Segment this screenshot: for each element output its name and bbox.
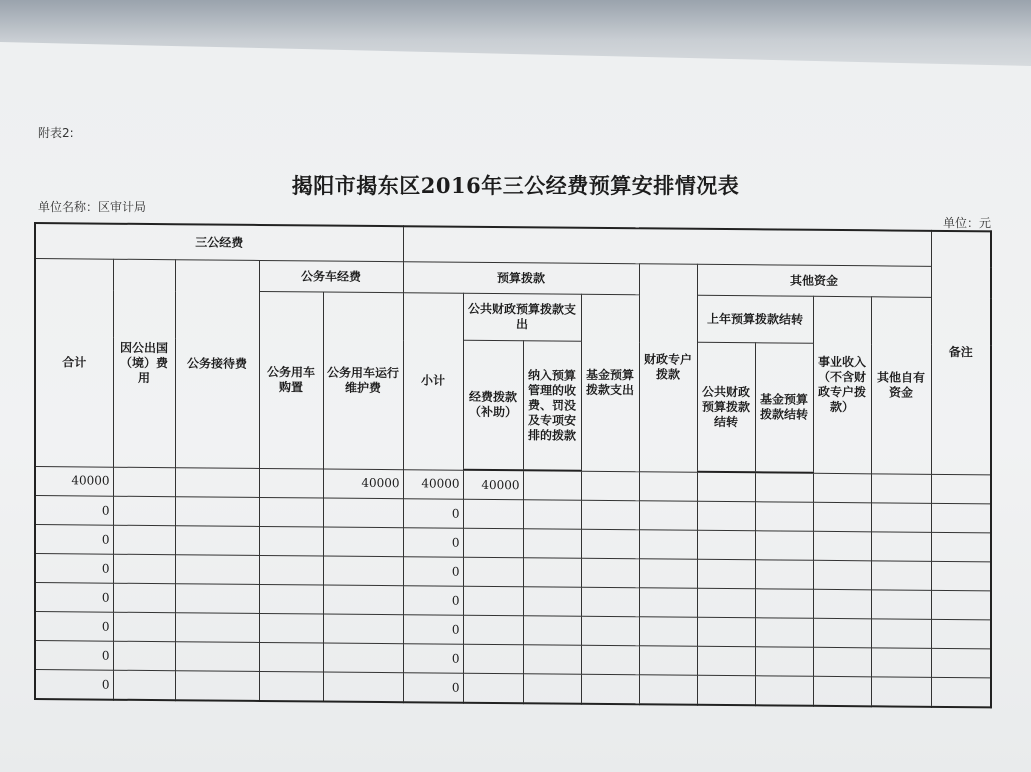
table-cell	[323, 498, 403, 528]
table-cell	[697, 472, 755, 502]
table-cell	[323, 614, 403, 644]
header-shangnian: 上年预算拨款结转	[697, 295, 813, 343]
table-cell	[175, 671, 259, 701]
table-cell	[323, 527, 403, 557]
table-cell	[113, 496, 175, 526]
table-cell	[639, 559, 697, 589]
table-cell: 0	[403, 499, 463, 529]
table-cell	[523, 500, 581, 530]
table-cell: 0	[35, 612, 113, 642]
table-cell	[259, 526, 323, 556]
header-yingong: 因公出国（境）费用	[113, 259, 175, 467]
header-yusuan: 预算拨款	[403, 262, 639, 295]
document-title: 揭阳市揭东区2016年三公经费预算安排情况表	[291, 173, 740, 198]
table-cell	[259, 671, 323, 701]
table-cell	[523, 616, 581, 646]
appendix-note: 附表2:	[38, 126, 74, 140]
table-cell: 40000	[403, 469, 463, 499]
table-cell	[755, 472, 813, 502]
table-cell	[931, 590, 991, 620]
table-cell	[523, 587, 581, 617]
table-cell	[113, 612, 175, 642]
table-cell	[523, 645, 581, 675]
table-cell	[175, 642, 259, 672]
header-sangong: 三公经费	[35, 223, 403, 262]
table-cell	[813, 502, 871, 532]
table-cell	[755, 560, 813, 590]
table-cell	[259, 468, 323, 498]
table-cell	[931, 619, 991, 649]
table-cell	[523, 529, 581, 559]
table-cell	[697, 617, 755, 647]
table-cell	[175, 467, 259, 497]
table-cell	[639, 501, 697, 531]
table-cell	[871, 532, 931, 562]
table-cell	[581, 471, 639, 501]
table-cell	[697, 675, 755, 705]
table-cell	[523, 558, 581, 588]
unit-name-label: 单位名称：区审计局	[38, 200, 147, 214]
table-cell: 40000	[463, 470, 523, 500]
table-cell	[175, 497, 259, 527]
table-cell: 40000	[35, 466, 113, 496]
table-cell: 0	[403, 615, 463, 645]
table-cell	[931, 532, 991, 562]
table-cell	[871, 619, 931, 649]
table-cell	[871, 677, 931, 707]
table-cell	[755, 676, 813, 706]
table-cell: 0	[403, 644, 463, 674]
table-cell	[871, 561, 931, 591]
header-gonggong: 公共财政预算拨款支出	[463, 293, 581, 341]
table-cell	[639, 617, 697, 647]
table-cell	[463, 615, 523, 645]
data-rows	[35, 466, 991, 707]
table-cell	[697, 646, 755, 676]
table-cell	[463, 557, 523, 587]
currency-unit-label: 单位：元	[942, 216, 991, 230]
table-cell	[259, 642, 323, 672]
table-cell	[697, 501, 755, 531]
table-cell: 0	[35, 496, 113, 526]
table-cell	[463, 586, 523, 616]
budget-table-wrapper	[34, 222, 992, 708]
table-cell	[175, 555, 259, 585]
table-cell: 0	[35, 641, 113, 671]
table-cell: 0	[403, 673, 463, 703]
header-beizhu: 备注	[931, 231, 991, 475]
table-cell	[697, 588, 755, 618]
table-cell	[463, 644, 523, 674]
header-nanru: 纳入预算管理的收费、罚没及专项安排的拨款	[523, 341, 581, 471]
table-cell	[259, 497, 323, 527]
table-cell	[323, 556, 403, 586]
table-cell	[755, 502, 813, 532]
table-cell	[523, 470, 581, 500]
table-cell	[931, 677, 991, 707]
table-cell	[113, 583, 175, 613]
header-jijin: 基金预算拨款支出	[581, 294, 639, 471]
table-cell	[813, 676, 871, 706]
table-cell	[931, 503, 991, 533]
table-cell	[931, 561, 991, 591]
table-cell	[323, 672, 403, 702]
table-cell	[755, 647, 813, 677]
table-cell	[813, 618, 871, 648]
header-caizheng: 财政专户拨款	[639, 264, 697, 472]
table-cell: 0	[403, 557, 463, 587]
table-cell	[175, 613, 259, 643]
table-cell	[639, 471, 697, 501]
table-cell	[581, 645, 639, 675]
table-cell: 0	[35, 525, 113, 555]
table-cell	[259, 555, 323, 585]
table-cell	[463, 528, 523, 558]
table-cell	[581, 587, 639, 617]
table-cell	[581, 529, 639, 559]
table-cell: 40000	[323, 469, 403, 499]
table-cell	[697, 530, 755, 560]
header-qita: 其他资金	[697, 264, 931, 297]
table-cell	[755, 618, 813, 648]
table-cell	[113, 670, 175, 700]
header-gongwuche: 公务车经费	[259, 260, 403, 292]
table-cell	[323, 643, 403, 673]
table-cell	[259, 584, 323, 614]
table-cell	[639, 675, 697, 705]
header-jingfei: 经费拨款（补助）	[463, 340, 523, 470]
table-cell	[113, 467, 175, 497]
table-cell	[323, 585, 403, 615]
table-cell	[931, 648, 991, 678]
table-cell	[755, 531, 813, 561]
header-gouzhi: 公务用车购置	[259, 291, 323, 468]
table-cell	[113, 641, 175, 671]
table-cell	[813, 647, 871, 677]
header-blank	[403, 226, 931, 266]
table-cell	[813, 589, 871, 619]
table-cell	[581, 558, 639, 588]
table-cell	[581, 616, 639, 646]
table-cell	[871, 473, 931, 503]
table-cell: 0	[35, 670, 113, 700]
header-jijin-jz: 基金预算拨款结转	[755, 343, 813, 473]
table-cell: 0	[35, 554, 113, 584]
table-cell	[581, 674, 639, 704]
table-cell	[639, 530, 697, 560]
table-cell	[175, 584, 259, 614]
table-cell: 0	[35, 583, 113, 613]
table-cell	[813, 531, 871, 561]
table-cell	[463, 673, 523, 703]
header-yunxing: 公务用车运行维护费	[323, 292, 403, 469]
table-cell	[639, 646, 697, 676]
budget-table	[34, 222, 992, 708]
header-heji: 合计	[35, 259, 113, 467]
header-xiaoji: 小计	[403, 293, 463, 470]
header-jiedai: 公务接待费	[175, 260, 259, 468]
table-cell	[175, 526, 259, 556]
table-cell	[813, 473, 871, 503]
table-cell	[259, 613, 323, 643]
table-cell	[871, 590, 931, 620]
table-cell	[931, 474, 991, 504]
table-cell: 0	[403, 528, 463, 558]
table-cell	[581, 500, 639, 530]
table-cell	[639, 588, 697, 618]
header-shiye: 事业收入（不含财政专户拨款）	[813, 296, 871, 473]
table-cell: 0	[403, 586, 463, 616]
table-cell	[871, 648, 931, 678]
table-cell	[871, 503, 931, 533]
table-cell	[463, 499, 523, 529]
table-cell	[523, 674, 581, 704]
header-gonggong-jz: 公共财政预算拨款结转	[697, 342, 755, 472]
table-cell	[113, 525, 175, 555]
header-qita-zy: 其他自有资金	[871, 297, 931, 474]
table-cell	[755, 589, 813, 619]
table-cell	[813, 560, 871, 590]
table-cell	[113, 554, 175, 584]
table-cell	[697, 559, 755, 589]
